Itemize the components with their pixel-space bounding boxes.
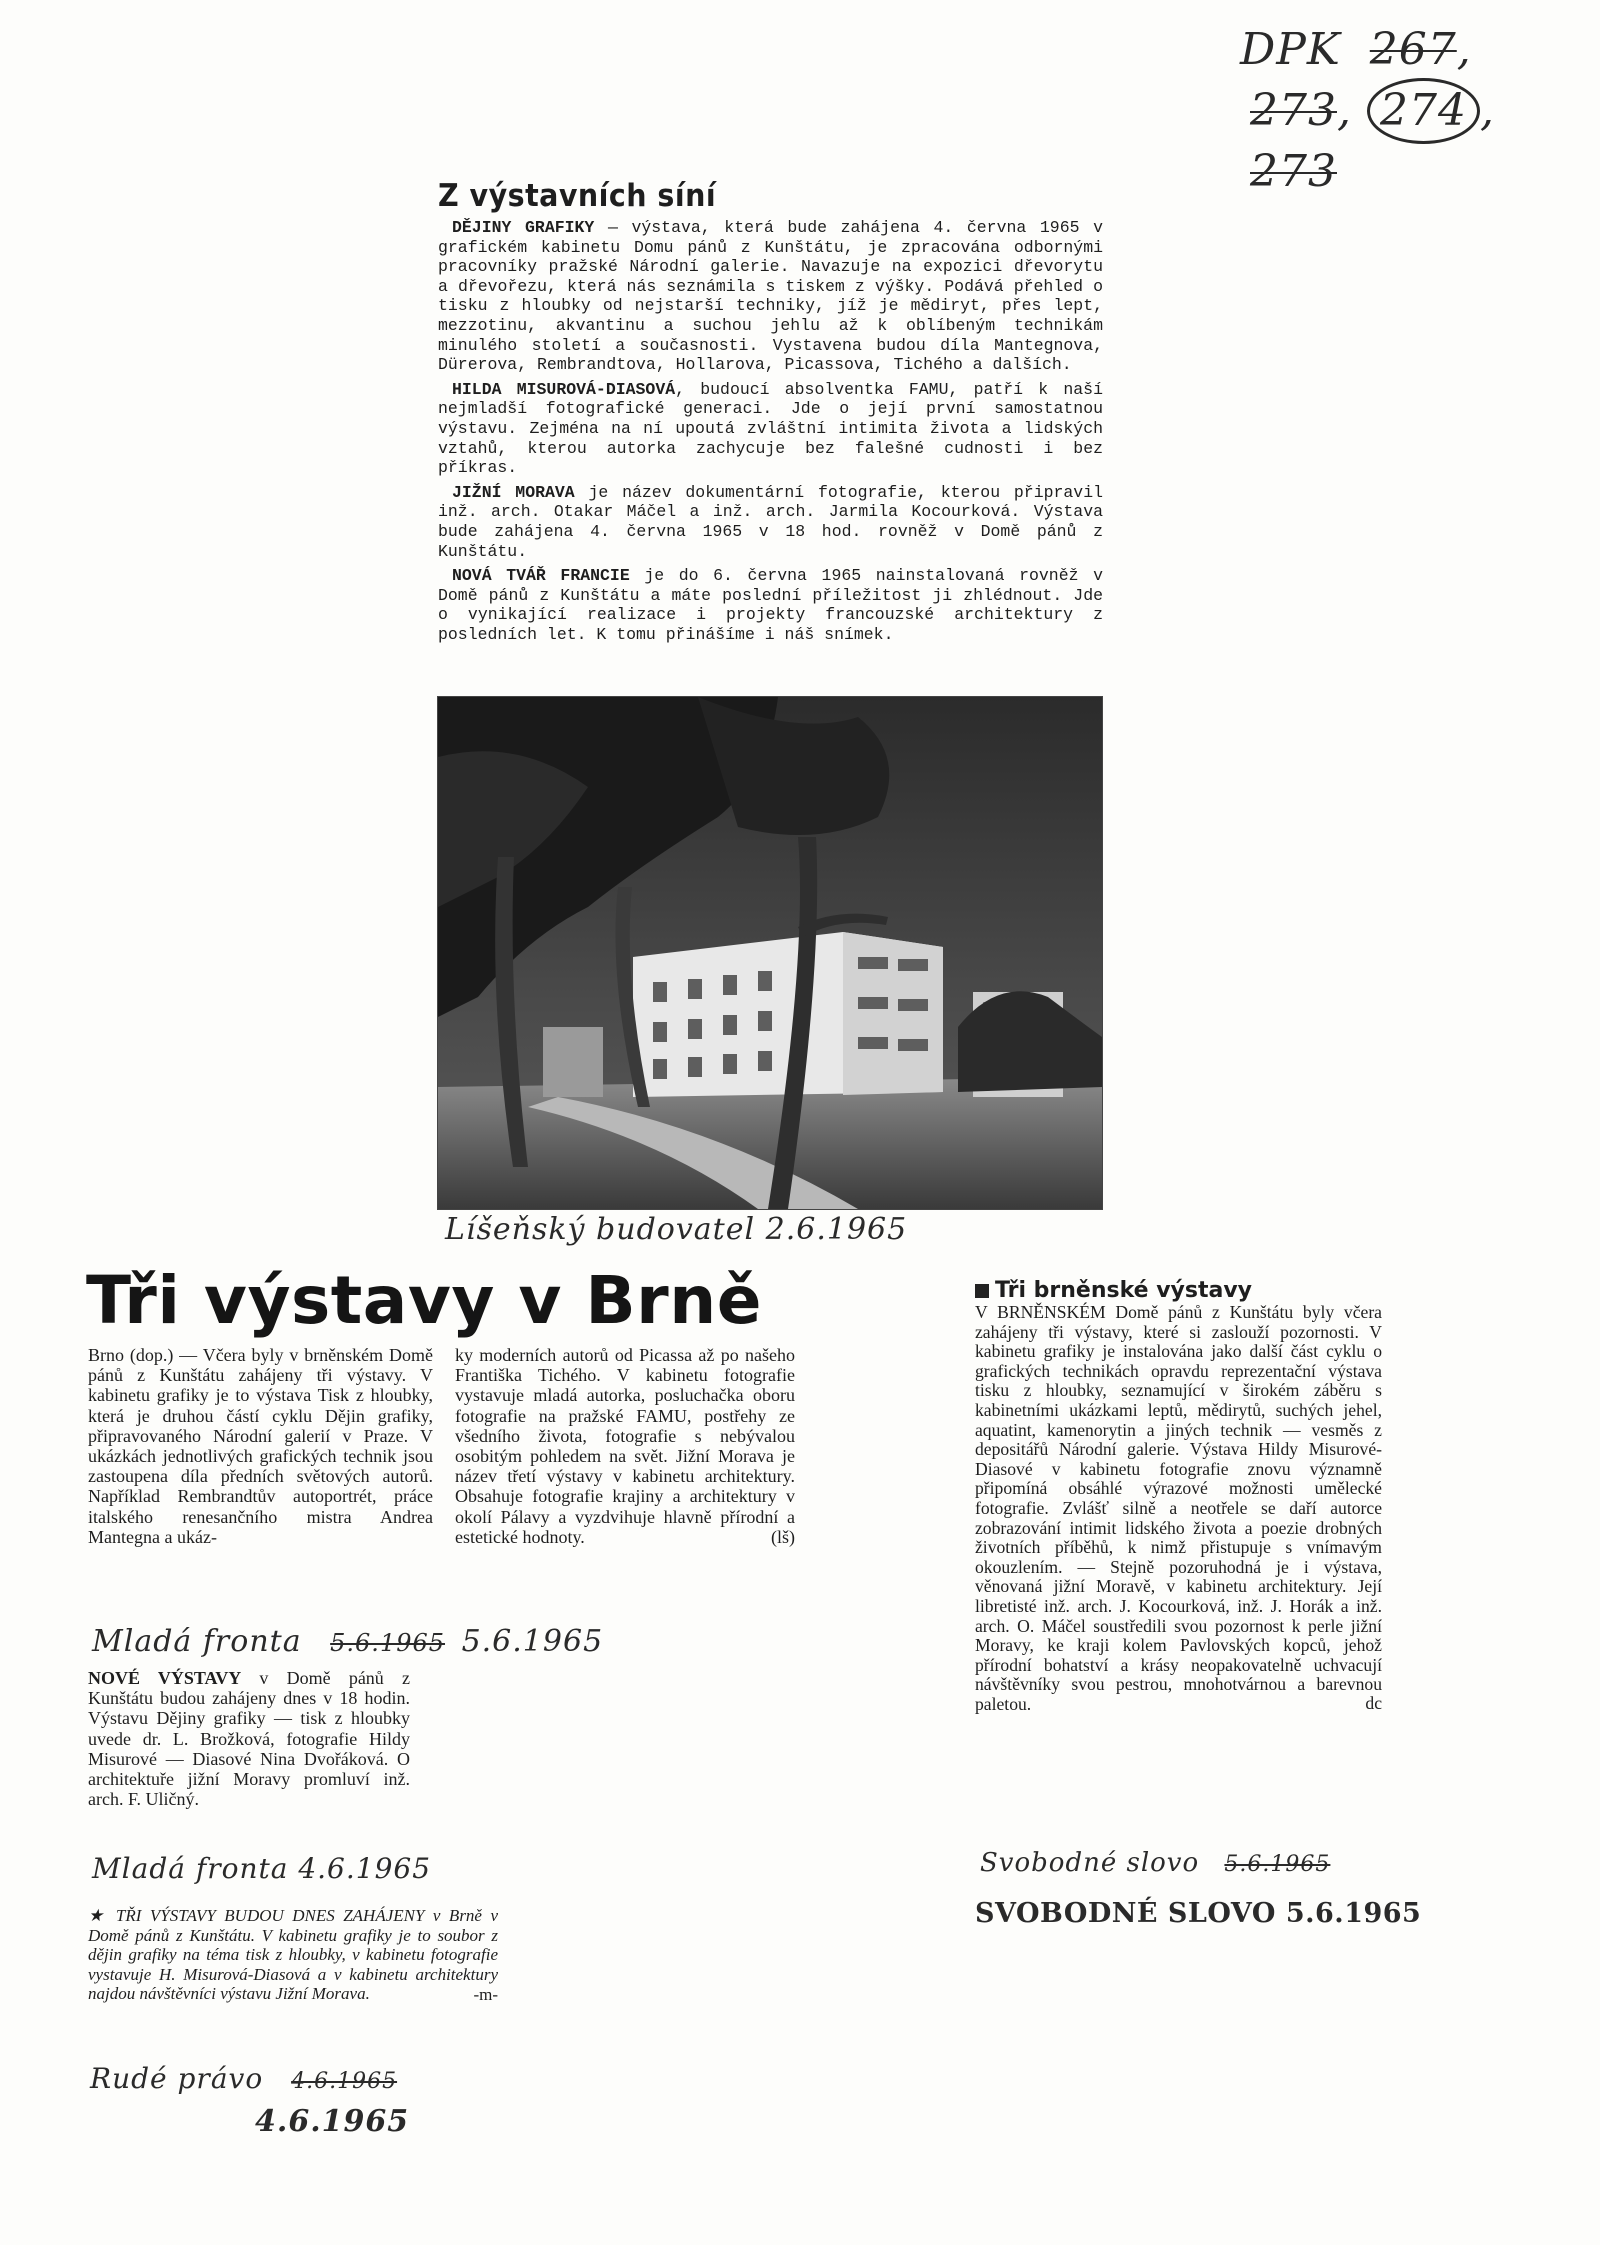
main-article-col2	[455, 1345, 795, 1547]
small-article-nove-vystavy	[88, 1668, 410, 1809]
right-article-signature: dc	[1365, 1693, 1382, 1714]
source-note-rp-date: 4.6.1965	[255, 2104, 410, 2139]
source-note-rp-struck: 4.6.1965	[291, 2069, 398, 2094]
archive-mark-line2: 273, 274 , 273	[1250, 78, 1580, 200]
section-paragraph	[438, 380, 1103, 478]
source-note-rude-pravo	[90, 2062, 397, 2095]
archive-number-circled: 274	[1367, 78, 1480, 144]
main-article-signature: (lš)	[771, 1527, 795, 1548]
source-note-mf-date: 5.6.1965	[461, 1624, 604, 1659]
section-paragraph-lead: JIŽNÍ MORAVA	[452, 482, 575, 502]
main-article-col1-text: Brno (dop.) — Včera byly v brněnském Domě pánů z Kunštátu zahájeny tři výstavy. V kabinetu grafiky je to výstava Tisk z hloubky, která je druhou částí cyklu Dějin grafiky, připravovaného Národní galerií v Praze. V ukázkách jednotlivých grafických technik jsou zastoupena díla předních světových autorů. Například Rembrandtův autoportrét, práce italského renesančního mistra Andrea Mantegna a ukáz-	[88, 1345, 433, 1547]
archive-code: DPK	[1240, 24, 1341, 75]
right-article-text: V BRNĚNSKÉM Domě pánů z Kunštátu byly včera zahájeny tři výstavy, které si zaslouží pozornosti. V kabinetu grafiky je instalována jako další část cyklu o grafických technikách opravdu reprezentační výstava tisku z hloubky, seznamující v širokém záběru s kabinetními ukázkami leptů, mědirytů, suchých jehel, aquatint, kamenorytin a jiných technik — vesměs z depositářů Národní galerie. Výstava Hildy Misurové-Diasové v kabinetu fotografie znovu významně připomíná obsáhlé výrazové možnosti umělecké fotografie. Zvlášť silně a neotřele se daří autorce zobrazování intimit lidského života a poezie drobných životních příběhů, k nimž přistupuje s vnímavým okouzlením. — Stejně pozoruhodná je i výstava, věnovaná jižní Moravě, v kabinetu architektury. Její libretisté inž. arch. J. Kocourková, inž. J. Horák a inž. arch. O. Máčel soustředili svou pozornost k perle jižní Moravy, ke kraji kolem Pavlovských kopců, jehož přírodní bohatství a krásy neopakovatelně uchvacují návštěvníky svou pestrou, mnohotvárnou a barevnou paletou.	[975, 1302, 1382, 1714]
section-paragraph	[438, 218, 1103, 375]
small-article-2-signature: -m-	[473, 1984, 498, 2004]
section-paragraph-lead: DĚJINY GRAFIKY	[452, 218, 595, 237]
section-heading: Z výstavních síní	[438, 178, 717, 214]
building-photo-image	[438, 697, 1102, 1209]
section-paragraph-lead: HILDA MISUROVÁ-DIASOVÁ	[452, 379, 676, 399]
right-article-headline: Tři brněnské výstavy	[995, 1278, 1253, 1303]
source-note-mlada-fronta-2: Mladá fronta 4.6.1965	[92, 1852, 432, 1885]
main-article-col1	[88, 1345, 433, 1547]
source-note-svobodne-slovo-1	[980, 1848, 1330, 1878]
small-article-1-text: v Domě pánů z Kunštátu budou zahájeny dnes v 18 hodin. Výstavu Dějiny grafiky — tisk z hloubky uvede dr. L. Brožková, fotografie Hildy Misurové — Diasové Nina Dvořáková. O architektuře jižní Moravy promluví inž. arch. F. Uličný.	[88, 1668, 410, 1810]
section-paragraphs	[438, 218, 1103, 644]
source-note-ss-struck: 5.6.1965	[1224, 1852, 1331, 1877]
section-paragraph-text: je název dokumentární fotografie, kterou připravil inž. arch. Otakar Máčel a inž. arch. Jarmila Kocourková. Výstava bude zahájena 4. června 1965 v 18 hod. rovněž v Domě pánů z Kunštátu.	[438, 482, 1104, 561]
section-paragraph	[438, 483, 1103, 561]
section-top-clipping	[438, 178, 1103, 649]
source-note-mlada-fronta-1	[92, 1624, 603, 1659]
source-note-mf-struck: 5.6.1965	[330, 1629, 446, 1657]
building-photo	[437, 696, 1103, 1210]
main-headline: Tři výstavy v Brně	[86, 1262, 762, 1339]
source-note-lisensky: Líšeňský budovatel 2.6.1965	[445, 1212, 908, 1247]
section-paragraph-text: , budoucí absolventka FAMU, patří k naší nejmladší fotografické generaci. Jde o její první samostatnou výstavu. Zejména na ní upoutá zvláštní intimita života a lidských vztahů, kterou autorka zachycuje bez falešné cudnosti i bez příkras.	[438, 379, 1103, 478]
section-paragraph-text: — výstava, která bude zahájena 4. června 1965 v grafickém kabinetu Domu pánů z Kunštátu, je zpracována odbornými pracovníky pražské Národní galerie. Navazuje na expozici dřevorytu a dřevořezu, která nás seznámila s tiskem z výšky. Podává přehled o tisku z hloubky od nejstarší techniky, jíž je mědiryt, přes lept, mezzotinu, akvantinu a suchou jehlu až k oblíbeným technikám minulého století a současnosti. Vystavena budou díla Mantegnova, Dürerova, Rembrandtova, Hollarova, Picassova, Tichého a dalších.	[438, 218, 1104, 375]
source-note-ss-label: Svobodné slovo	[980, 1848, 1200, 1878]
section-paragraph-lead: NOVÁ TVÁŘ FRANCIE	[452, 566, 630, 586]
right-article-headline-row	[975, 1278, 1382, 1303]
archive-number-struck: 267	[1369, 24, 1457, 75]
source-note-rp-label: Rudé právo	[90, 2062, 264, 2095]
section-paragraph	[438, 566, 1103, 644]
small-article-dnes-zahajeny	[88, 1906, 498, 2004]
section-paragraph-text: je do 6. června 1965 nainstalovaná rovněž v Domě pánů z Kunštátu a máte poslední příležitost ji zhlédnout. Jde o vynikající realizace i projekty francouzské architektury z posledních let. K tomu přinášíme i náš snímek.	[438, 566, 1104, 644]
small-article-1-lead: NOVÉ VÝSTAVY	[88, 1668, 242, 1688]
archive-mark-line1: DPK 267,	[1240, 24, 1472, 75]
archive-mark	[1240, 22, 1580, 200]
archive-number-struck-b: 273	[1250, 146, 1337, 197]
archive-number-struck-a: 273	[1250, 85, 1337, 136]
square-bullet-icon	[975, 1284, 989, 1298]
small-article-2-text: ★ TŘI VÝSTAVY BUDOU DNES ZAHÁJENY v Brně v Domě pánů z Kunštátu. V kabinetu grafiky je to soubor z dějin grafiky na téma tisk z hloubky, v kabinetu fotografie vystavuje H. Misurová-Diasová a v kabinetu architektury najdou návštěvníci výstavu Jižní Morava.	[88, 1906, 498, 2003]
main-article-col2-text: ky moderních autorů od Picassa až po našeho Františka Tichého. V kabinetu fotografie vystavuje mladá autorka, posluchačka oboru fotografie na pražské FAMU, postřehy ze všedního života, fotografie s nebývalou osobitým pohledem na svět. Jižní Morava je název třetí výstavy v kabinetu architektury. Obsahuje fotografie krajiny a architektury v okolí Pálavy a vyzdvihuje hlavně přírodní a estetické hodnoty.	[455, 1345, 795, 1547]
right-article	[975, 1278, 1382, 1714]
source-note-mf-label: Mladá fronta	[92, 1624, 302, 1659]
source-note-svobodne-slovo-2: SVOBODNÉ SLOVO 5.6.1965	[975, 1898, 1422, 1929]
